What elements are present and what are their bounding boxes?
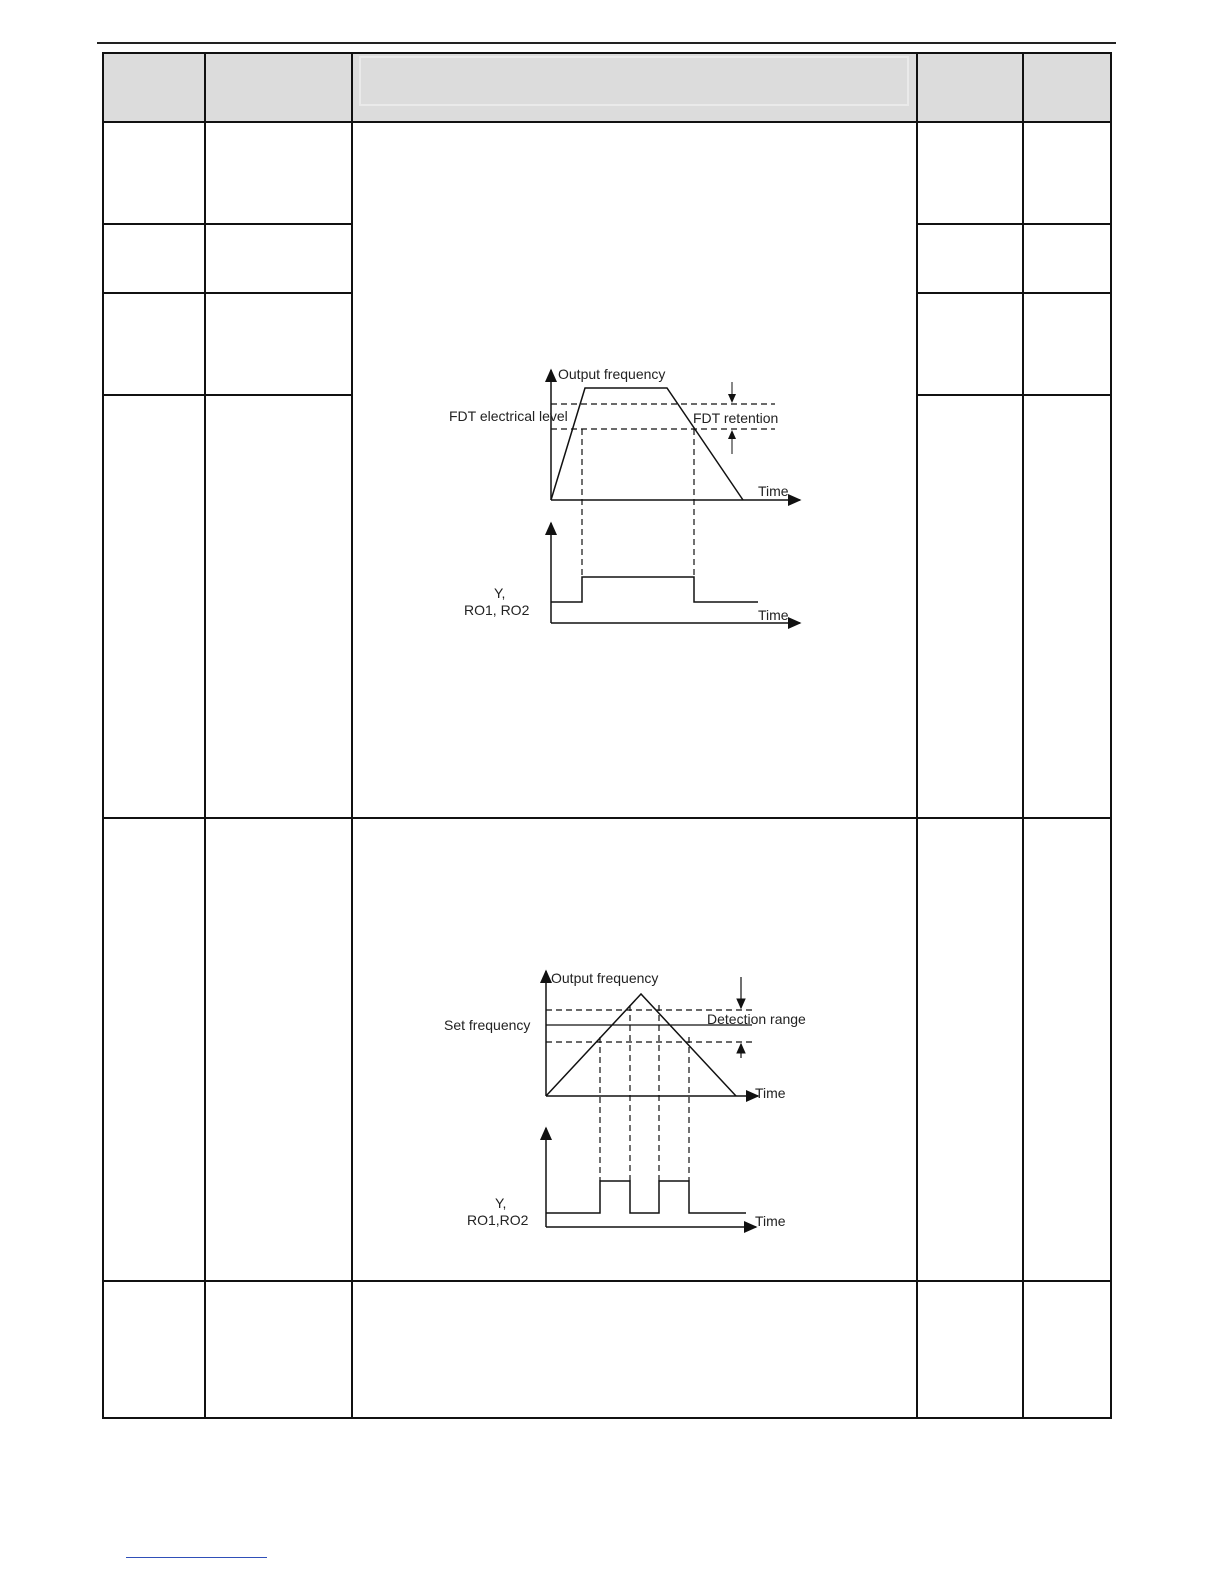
fdt-level-label: FDT electrical level bbox=[449, 408, 568, 424]
arrival-x-axis-label-bottom: Time bbox=[755, 1213, 786, 1229]
fdt-y-axis-label: Output frequency bbox=[558, 366, 666, 382]
fdt-output-label-line1: Y, bbox=[494, 585, 506, 601]
arrival-range-label: Detection range bbox=[707, 1011, 806, 1027]
page-top-rule bbox=[97, 42, 1116, 44]
arrival-output-label-line2: RO1,RO2 bbox=[467, 1212, 529, 1228]
arrival-x-axis-label-top: Time bbox=[755, 1085, 786, 1101]
fdt-x-axis-label-bottom: Time bbox=[758, 607, 789, 623]
table-header-row bbox=[102, 52, 1112, 122]
fdt-output-label-line2: RO1, RO2 bbox=[464, 602, 530, 618]
footer-link-underline[interactable] bbox=[126, 1557, 267, 1558]
fdt-output-signal bbox=[551, 577, 758, 602]
arrival-y-axis-label: Output frequency bbox=[551, 970, 659, 986]
arrival-frequency-curve bbox=[546, 994, 736, 1096]
fdt-frequency-curve bbox=[551, 388, 743, 500]
fdt-retention-label: FDT retention bbox=[693, 410, 779, 426]
fdt-x-axis-label-top: Time bbox=[758, 483, 789, 499]
arrival-output-signal bbox=[546, 1181, 746, 1213]
frequency-arrival-diagram bbox=[440, 965, 840, 1240]
fdt-diagram bbox=[440, 360, 820, 635]
arrival-set-label: Set frequency bbox=[444, 1017, 531, 1033]
arrival-output-label-line1: Y, bbox=[495, 1195, 507, 1211]
